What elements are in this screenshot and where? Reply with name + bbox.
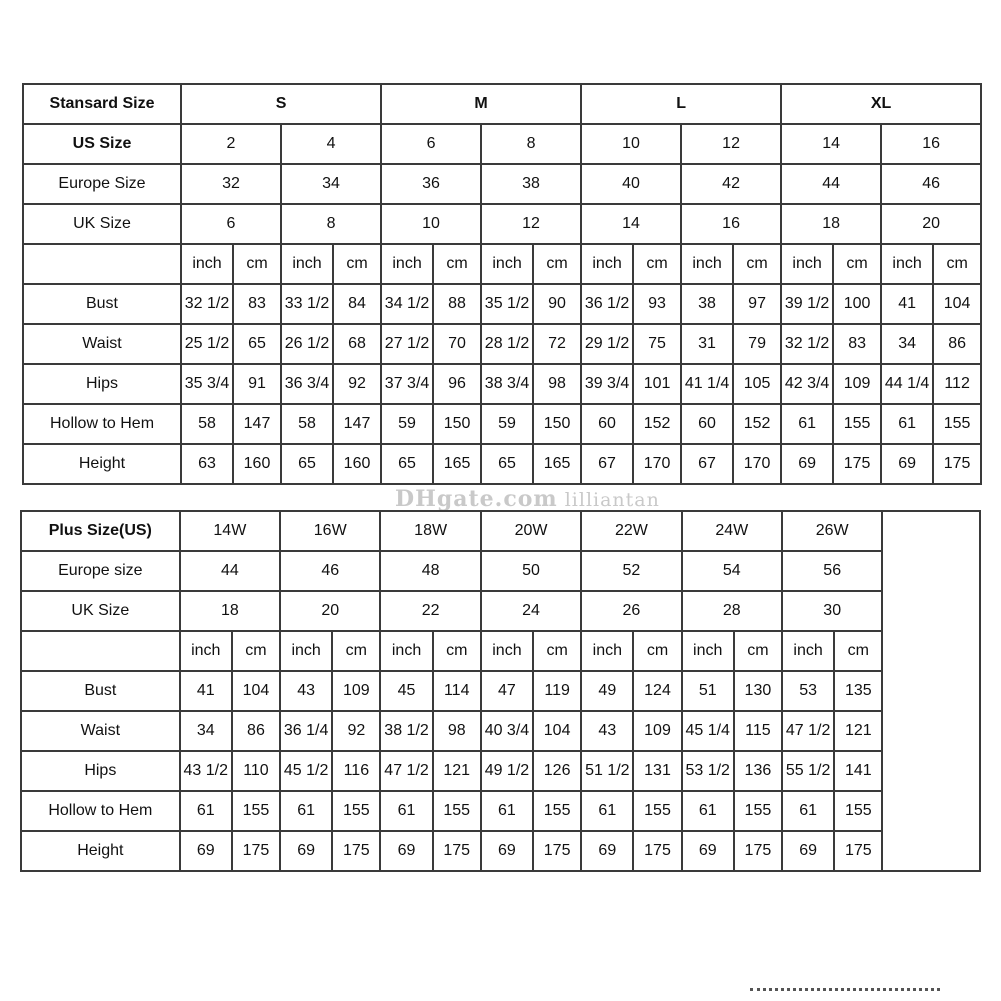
measurement-value: 155 [232, 791, 280, 831]
measurement-value: 88 [433, 284, 481, 324]
us-size-value: 14 [781, 124, 881, 164]
plus-uk-size-value: 20 [280, 591, 380, 631]
watermark-brand: DHgate.com [395, 486, 558, 512]
measurement-value: 31 [681, 324, 733, 364]
size-letter: M [381, 84, 581, 124]
measurement-value: 25 1/2 [181, 324, 233, 364]
unit-inch: inch [781, 244, 833, 284]
measurement-value: 105 [733, 364, 781, 404]
unit-inch: inch [181, 244, 233, 284]
measurement-value: 155 [833, 404, 881, 444]
measurement-value: 36 1/2 [581, 284, 633, 324]
unit-inch: inch [581, 244, 633, 284]
measurement-value: 39 1/2 [781, 284, 833, 324]
unit-cm: cm [533, 631, 581, 671]
plus-us-size-value: 22W [581, 511, 681, 551]
measurement-value: 175 [433, 831, 481, 871]
measurement-value: 79 [733, 324, 781, 364]
measurement-row [23, 444, 981, 484]
measurement-value: 116 [332, 751, 380, 791]
measurement-value: 109 [332, 671, 380, 711]
measurement-value: 35 3/4 [181, 364, 233, 404]
measurement-value: 69 [782, 831, 834, 871]
measurement-value: 55 1/2 [782, 751, 834, 791]
measurement-value: 26 1/2 [281, 324, 333, 364]
measurement-label: Bust [23, 284, 181, 324]
measurement-value: 34 [881, 324, 933, 364]
unit-inch: inch [682, 631, 734, 671]
measurement-value: 45 1/4 [682, 711, 734, 751]
unit-cm: cm [433, 244, 481, 284]
measurement-value: 90 [533, 284, 581, 324]
plus-uk-size-label: UK Size [21, 591, 180, 631]
watermark [395, 486, 660, 512]
plus-size-table [20, 510, 981, 872]
measurement-value: 150 [533, 404, 581, 444]
measurement-value: 175 [633, 831, 681, 871]
unit-inch: inch [681, 244, 733, 284]
unit-cm: cm [633, 631, 681, 671]
measurement-value: 43 [280, 671, 332, 711]
measurement-value: 155 [933, 404, 981, 444]
measurement-value: 35 1/2 [481, 284, 533, 324]
unit-cm: cm [633, 244, 681, 284]
measurement-value: 114 [433, 671, 481, 711]
plus-us-size-value: 26W [782, 511, 882, 551]
measurement-value: 58 [181, 404, 233, 444]
europe-size-value: 38 [481, 164, 581, 204]
standard-size-label: Stansard Size [23, 84, 181, 124]
plus-europe-size-value: 44 [180, 551, 280, 591]
plus-us-size-value: 18W [380, 511, 480, 551]
plus-europe-size-value: 56 [782, 551, 882, 591]
measurement-value: 165 [433, 444, 481, 484]
plus-uk-size-value: 26 [581, 591, 681, 631]
measurement-value: 170 [633, 444, 681, 484]
measurement-value: 91 [233, 364, 281, 404]
europe-size-value: 44 [781, 164, 881, 204]
measurement-value: 29 1/2 [581, 324, 633, 364]
europe-size-value: 34 [281, 164, 381, 204]
measurement-label: Bust [21, 671, 180, 711]
measurement-value: 147 [233, 404, 281, 444]
measurement-value: 155 [332, 791, 380, 831]
cropped-text-fragment [750, 988, 940, 997]
measurement-value: 69 [380, 831, 432, 871]
measurement-value: 126 [533, 751, 581, 791]
measurement-value: 100 [833, 284, 881, 324]
measurement-value: 58 [281, 404, 333, 444]
measurement-value: 65 [281, 444, 333, 484]
plus-us-size-value: 16W [280, 511, 380, 551]
uk-size-value: 14 [581, 204, 681, 244]
measurement-value: 155 [633, 791, 681, 831]
plus-us-size-value: 20W [481, 511, 581, 551]
plus-europe-size-value: 50 [481, 551, 581, 591]
measurement-value: 86 [232, 711, 280, 751]
plus-uk-size-value: 28 [682, 591, 782, 631]
uk-size-value: 10 [381, 204, 481, 244]
unit-inch: inch [281, 244, 333, 284]
measurement-value: 69 [280, 831, 332, 871]
measurement-value: 109 [633, 711, 681, 751]
plus-europe-size-value: 48 [380, 551, 480, 591]
measurement-value: 60 [581, 404, 633, 444]
plus-size-label: Plus Size(US) [21, 511, 180, 551]
measurement-value: 32 1/2 [781, 324, 833, 364]
measurement-value: 53 [782, 671, 834, 711]
measurement-value: 69 [682, 831, 734, 871]
measurement-value: 38 [681, 284, 733, 324]
uk-size-value: 8 [281, 204, 381, 244]
measurement-value: 69 [481, 831, 533, 871]
measurement-value: 69 [581, 831, 633, 871]
measurement-value: 112 [933, 364, 981, 404]
measurement-value: 32 1/2 [181, 284, 233, 324]
measurement-value: 44 1/4 [881, 364, 933, 404]
size-letter: S [181, 84, 381, 124]
unit-inch: inch [481, 244, 533, 284]
measurement-value: 28 1/2 [481, 324, 533, 364]
measurement-value: 83 [233, 284, 281, 324]
measurement-value: 175 [533, 831, 581, 871]
measurement-value: 93 [633, 284, 681, 324]
measurement-value: 43 [581, 711, 633, 751]
measurement-row [23, 404, 981, 444]
europe-size-value: 36 [381, 164, 481, 204]
measurement-label: Hollow to Hem [21, 791, 180, 831]
measurement-value: 150 [433, 404, 481, 444]
measurement-value: 61 [481, 791, 533, 831]
measurement-value: 43 1/2 [180, 751, 232, 791]
unit-inch: inch [380, 631, 432, 671]
uk-size-value: 12 [481, 204, 581, 244]
measurement-label: Height [21, 831, 180, 871]
unit-cm: cm [333, 244, 381, 284]
measurement-value: 36 1/4 [280, 711, 332, 751]
measurement-value: 53 1/2 [682, 751, 734, 791]
uk-size-value: 16 [681, 204, 781, 244]
size-letter: XL [781, 84, 981, 124]
measurement-value: 51 [682, 671, 734, 711]
measurement-value: 45 1/2 [280, 751, 332, 791]
plus-blank-column [882, 511, 980, 871]
measurement-value: 130 [734, 671, 782, 711]
measurement-value: 86 [933, 324, 981, 364]
size-letter-row [23, 84, 981, 124]
measurement-value: 131 [633, 751, 681, 791]
measurement-value: 160 [233, 444, 281, 484]
measurement-label: Hips [21, 751, 180, 791]
unit-inch: inch [280, 631, 332, 671]
measurement-value: 38 1/2 [380, 711, 432, 751]
measurement-value: 59 [381, 404, 433, 444]
plus-measurement-row [21, 671, 980, 711]
measurement-value: 155 [834, 791, 882, 831]
us-size-value: 10 [581, 124, 681, 164]
measurement-value: 121 [433, 751, 481, 791]
measurement-value: 61 [781, 404, 833, 444]
measurement-value: 98 [533, 364, 581, 404]
plus-us-size-row [21, 511, 980, 551]
measurement-value: 65 [233, 324, 281, 364]
unit-cm: cm [733, 244, 781, 284]
measurement-value: 121 [834, 711, 882, 751]
measurement-value: 39 3/4 [581, 364, 633, 404]
measurement-value: 135 [834, 671, 882, 711]
measurement-value: 110 [232, 751, 280, 791]
measurement-value: 69 [781, 444, 833, 484]
measurement-value: 152 [633, 404, 681, 444]
measurement-value: 96 [433, 364, 481, 404]
uk-size-value: 20 [881, 204, 981, 244]
measurement-value: 67 [581, 444, 633, 484]
measurement-value: 72 [533, 324, 581, 364]
measurement-value: 98 [433, 711, 481, 751]
unit-cm: cm [533, 244, 581, 284]
plus-us-size-value: 24W [682, 511, 782, 551]
europe-size-value: 46 [881, 164, 981, 204]
measurement-value: 65 [381, 444, 433, 484]
measurement-value: 97 [733, 284, 781, 324]
europe-size-value: 32 [181, 164, 281, 204]
measurement-value: 61 [280, 791, 332, 831]
measurement-value: 155 [533, 791, 581, 831]
measurement-value: 104 [232, 671, 280, 711]
measurement-value: 49 [581, 671, 633, 711]
unit-cm: cm [232, 631, 280, 671]
us-size-label: US Size [23, 124, 181, 164]
plus-measurement-row [21, 831, 980, 871]
measurement-value: 155 [734, 791, 782, 831]
measurement-value: 60 [681, 404, 733, 444]
measurement-value: 34 [180, 711, 232, 751]
measurement-value: 141 [834, 751, 882, 791]
measurement-row [23, 324, 981, 364]
plus-measurement-row [21, 711, 980, 751]
plus-europe-size-value: 52 [581, 551, 681, 591]
unit-row [23, 244, 981, 284]
us-size-value: 8 [481, 124, 581, 164]
measurement-value: 37 3/4 [381, 364, 433, 404]
measurement-value: 33 1/2 [281, 284, 333, 324]
measurement-row [23, 364, 981, 404]
unit-cm: cm [433, 631, 481, 671]
watermark-store: lilliantan [564, 489, 660, 511]
measurement-value: 36 3/4 [281, 364, 333, 404]
plus-us-size-value: 14W [180, 511, 280, 551]
measurement-value: 41 1/4 [681, 364, 733, 404]
measurement-value: 61 [782, 791, 834, 831]
us-size-value: 12 [681, 124, 781, 164]
measurement-value: 175 [734, 831, 782, 871]
measurement-value: 147 [333, 404, 381, 444]
plus-europe-size-value: 46 [280, 551, 380, 591]
europe-size-label: Europe Size [23, 164, 181, 204]
size-letter: L [581, 84, 781, 124]
measurement-value: 42 3/4 [781, 364, 833, 404]
us-size-value: 16 [881, 124, 981, 164]
europe-size-row [23, 164, 981, 204]
measurement-value: 45 [380, 671, 432, 711]
unit-row-blank [23, 244, 181, 284]
measurement-label: Hips [23, 364, 181, 404]
measurement-value: 49 1/2 [481, 751, 533, 791]
measurement-value: 175 [933, 444, 981, 484]
measurement-value: 84 [333, 284, 381, 324]
plus-unit-row-blank [21, 631, 180, 671]
us-size-value: 4 [281, 124, 381, 164]
unit-cm: cm [734, 631, 782, 671]
plus-europe-size-value: 54 [682, 551, 782, 591]
measurement-value: 47 [481, 671, 533, 711]
measurement-row [23, 284, 981, 324]
us-size-value: 2 [181, 124, 281, 164]
measurement-label: Waist [21, 711, 180, 751]
measurement-value: 170 [733, 444, 781, 484]
measurement-value: 160 [333, 444, 381, 484]
measurement-value: 155 [433, 791, 481, 831]
measurement-value: 51 1/2 [581, 751, 633, 791]
europe-size-value: 42 [681, 164, 781, 204]
measurement-value: 119 [533, 671, 581, 711]
unit-cm: cm [834, 631, 882, 671]
measurement-value: 115 [734, 711, 782, 751]
unit-inch: inch [881, 244, 933, 284]
plus-europe-size-row [21, 551, 980, 591]
measurement-value: 41 [881, 284, 933, 324]
measurement-value: 104 [933, 284, 981, 324]
plus-measurement-row [21, 791, 980, 831]
uk-size-row [23, 204, 981, 244]
us-size-value: 6 [381, 124, 481, 164]
measurement-value: 67 [681, 444, 733, 484]
measurement-value: 165 [533, 444, 581, 484]
measurement-value: 70 [433, 324, 481, 364]
measurement-label: Hollow to Hem [23, 404, 181, 444]
measurement-value: 47 1/2 [782, 711, 834, 751]
us-size-row [23, 124, 981, 164]
unit-inch: inch [581, 631, 633, 671]
measurement-value: 175 [232, 831, 280, 871]
plus-uk-size-value: 22 [380, 591, 480, 631]
uk-size-value: 18 [781, 204, 881, 244]
measurement-value: 92 [332, 711, 380, 751]
unit-cm: cm [233, 244, 281, 284]
measurement-value: 61 [180, 791, 232, 831]
measurement-value: 61 [881, 404, 933, 444]
plus-uk-size-value: 30 [782, 591, 882, 631]
measurement-value: 175 [332, 831, 380, 871]
measurement-value: 59 [481, 404, 533, 444]
measurement-value: 109 [833, 364, 881, 404]
measurement-value: 65 [481, 444, 533, 484]
unit-cm: cm [933, 244, 981, 284]
europe-size-value: 40 [581, 164, 681, 204]
measurement-value: 175 [834, 831, 882, 871]
measurement-value: 40 3/4 [481, 711, 533, 751]
measurement-value: 41 [180, 671, 232, 711]
plus-unit-row [21, 631, 980, 671]
plus-uk-size-row [21, 591, 980, 631]
unit-cm: cm [332, 631, 380, 671]
uk-size-value: 6 [181, 204, 281, 244]
measurement-value: 92 [333, 364, 381, 404]
measurement-value: 175 [833, 444, 881, 484]
standard-size-table [22, 83, 982, 485]
plus-uk-size-value: 24 [481, 591, 581, 631]
measurement-value: 63 [181, 444, 233, 484]
measurement-value: 34 1/2 [381, 284, 433, 324]
measurement-value: 101 [633, 364, 681, 404]
plus-measurement-row [21, 751, 980, 791]
measurement-value: 61 [380, 791, 432, 831]
measurement-label: Waist [23, 324, 181, 364]
measurement-value: 69 [881, 444, 933, 484]
measurement-value: 75 [633, 324, 681, 364]
measurement-value: 47 1/2 [380, 751, 432, 791]
measurement-value: 69 [180, 831, 232, 871]
measurement-value: 68 [333, 324, 381, 364]
unit-inch: inch [481, 631, 533, 671]
uk-size-label: UK Size [23, 204, 181, 244]
unit-inch: inch [782, 631, 834, 671]
unit-inch: inch [381, 244, 433, 284]
unit-cm: cm [833, 244, 881, 284]
measurement-value: 61 [682, 791, 734, 831]
measurement-value: 38 3/4 [481, 364, 533, 404]
measurement-value: 61 [581, 791, 633, 831]
unit-inch: inch [180, 631, 232, 671]
measurement-value: 152 [733, 404, 781, 444]
plus-uk-size-value: 18 [180, 591, 280, 631]
plus-europe-size-label: Europe size [21, 551, 180, 591]
measurement-value: 27 1/2 [381, 324, 433, 364]
measurement-value: 83 [833, 324, 881, 364]
measurement-label: Height [23, 444, 181, 484]
measurement-value: 136 [734, 751, 782, 791]
measurement-value: 124 [633, 671, 681, 711]
measurement-value: 104 [533, 711, 581, 751]
